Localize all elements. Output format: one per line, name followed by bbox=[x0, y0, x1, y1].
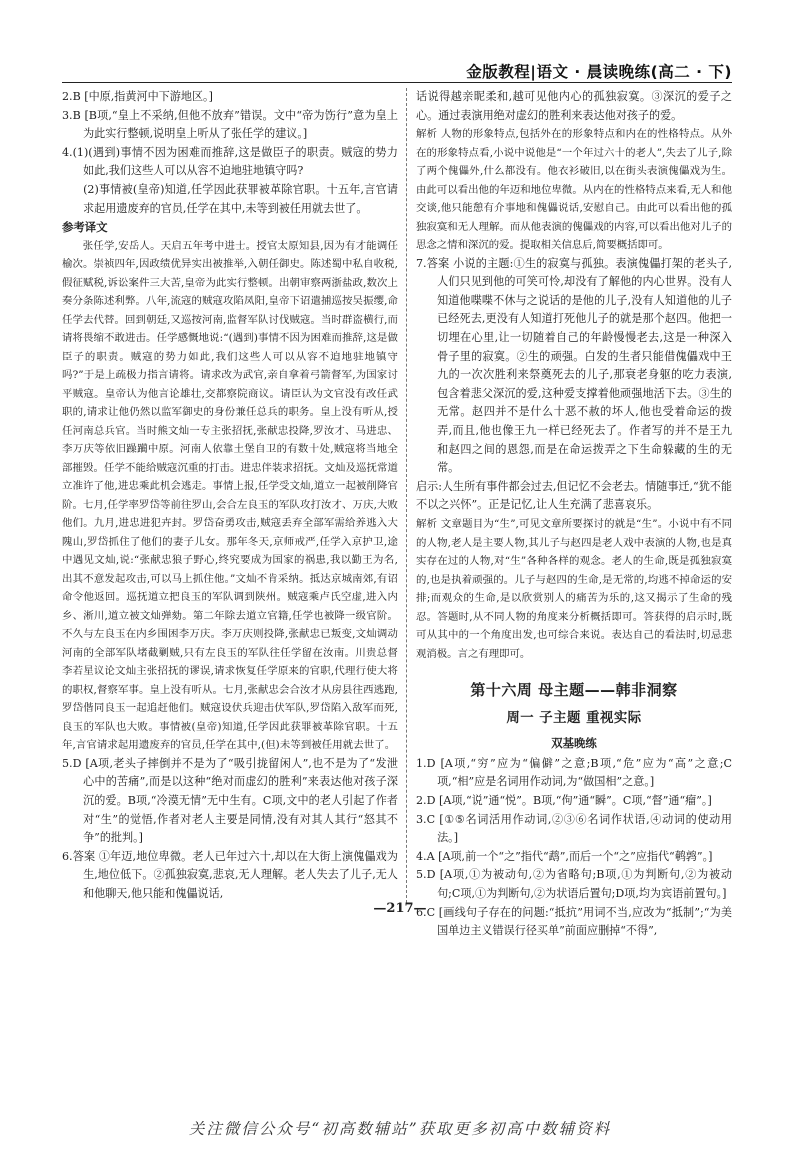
analysis-6: 解析 人物的形象特点,包括外在的形象特点和内在的性格特点。从外在的形象特点看,小说中说他是“一个年过六十的老人”,失去了儿子,除了两个傀儡外,什么都没有。他衣衫破旧,以在街头表演傀儡戏为生。由此可以看出他的年迈和地位卑微。从内在的性格特点来看,无人和他交谈,他只能憩有介事地和傀儡说话,安慰自己。由此可以看出他的孤独寂寞和无人理解。而从他表演的傀儡戏的内容,可以看出他对儿子的思念之情和深沉的爱。提取相关信息后,简要概括即可。 bbox=[416, 128, 732, 252]
reference-translation-text: 张任学,安岳人。天启五年考中进士。授官太原知县,因为有才能调任榆次。崇祯四年,因政绩优异实出被推举,入朝任御史。陈述蜀中私自收税,假征赋税,诉讼案件三大苦,皇帝为此实行整顿。出朝审察两浙盐政,数次上奏分条陈述利弊。八年,流寇的贼寇攻陷凤阳,皇帝下诏遣捕巡按吴振缨,命任学去代替。回到朝廷,又巡按河南,监督军队讨伐贼寇。当时群盗横行,而请将畏缩不敢进击。任学感慨地说:“(遇到)事情不因为困难而推辞,这是做臣子的职责。贼寇的势力如此,我们这些人可以从容不迫地驻地镇守吗?”于是上疏极力指言请将。请求改为武官,亲自拿着弓箭督军,为国家讨平贼寇。皇帝认为他言论雄壮,交都察院商议。请臣认为文官没有改任武职的,请求让他仍然以监军御史的身份兼任总兵的职务。皇上没有听从,授任河南总兵官。当时熊文灿一专主张招抚,张献忠投降,罗汝才、马进忠、李万庆等依旧躁躏中原。河南人依靠土堡自卫的有数十处,贼寇将当地全部摧毁。任学不能给贼寇沉重的打击。进忠伴装求招抚。文灿及巡抚常道立准许了他,进忠乘此机会逃走。事情上报,任学受文灿,道立一起被削降官阶。七月,任学率罗岱等前往罗山,会合左良玉的军队攻打汝才、万庆,大败他们。九月,进忠进犯卉封。罗岱奋勇攻击,贼寇丢弃全部军需给养逃入大隗山,罗岱抓住了他们的妻子儿女。那年冬天,京师戒严,任学入京护卫,途中遇见文灿,说:“张献忠狼子野心,终究要成为国家的祸患,我以勤王为名,出其不意发起攻击,可以马上抓住他。”文灿不肯采纳。抵达京城南郊,有诏命令他返回。巡抚道立把良玉的军队调到陕州。贼寇乘卢氏空虚,进入内乡、淅川,道立被文灿弹劾。第二年除去道立官籍,任学也被降一级官阶。不久与左良玉在内乡围困李万庆。李万庆则投降,张献忠已叛变,文灿调动河南的全部军队堵截剿贼,只有左良玉的军队往任学留在汝南。川贵总督李若星议论文灿主张招抚的谬误,请求恢复任学原来的官职,代理行使大将的职权,督察军事。皇上没有听从。七月,张献忠会合汝才从房县往西逃跑,罗岱偕同良玉一起追赶他们。贼寇设伏兵迎击伏军队,罗岱陷入敌军而死,良玉的军队也大败。事情被(皇帝)知道,任学因此获罪被革除官职。十五年,言官请求起用遗废弃的官员,任学在其中,(但)未等到被任用就去世了。 bbox=[62, 239, 398, 752]
analysis-7: 解析 文章题目为“生”,可见文章所要探讨的就是“生”。小说中有不同的人物,老人是主要人物,其儿子与赵四是老人戏中表演的人物,也是真实存在过的人物,对“生”各种各样的观念。老人的生命,既是孤独寂寞的,也是执着顽强的。儿子与赵四的生命,是无常的,均逃不掉命运的安排;而观众的生命,是以欣赏别人的痛苦为乐的,这又揭示了生命的残忍。答题时,从不同人物的角度来分析概括即可。答获得的启示时,既可从其中的一个角度出发,也可综合来说。表达自己的看法时,切忌悲观消极。言之有理即可。 bbox=[416, 518, 732, 660]
reference-translation-heading: 参考译文 bbox=[62, 220, 108, 235]
week-title: 第十六周 母主题——韩非洞察 bbox=[470, 681, 678, 699]
question-6-answer: 6.C [画线句子存在的问题:“抵抗”用词不当,应改为“抵制”;“为美国单边主义错误行径买单”前面应删掉“不得”, bbox=[416, 905, 732, 938]
page-number: —217— bbox=[373, 901, 427, 916]
day-title: 周一 子主题 重视实际 bbox=[506, 710, 642, 726]
question-4-answer: 4.A [A项,前一个“之”指代“鹉”,而后一个“之”应指代“鹌鹑”。] bbox=[416, 849, 713, 863]
right-column bbox=[416, 88, 732, 941]
answer-7: 7.答案 小说的主题:①生的寂寞与孤独。表演傀儡打架的老头子,人们只见到他的可笑可怜,却没有了解他的内心世界。没有人知道他喋喋不休与之说话的是他的儿子,没有人知道他的儿子已经死去,更没有人知道打死他儿子的就是那个赵四。他把一切埋在心里,让一切随着自己的年龄慢慢老去,这是一种深入骨子里的寂寞。②生的顽强。白发的生者只能借傀儡戏中王九的一次次胜利来祭奠死去的儿子,那衰老身躯的吃力表演,包含着悲父深沉的爱,这种爱支撑着他顽强地活下去。③生的无常。赵四并不是什么十恶不赦的坏人,他也受着命运的拨弄,而且,他也像王九一样已经死去了。作者写的并不是王九和赵四之间的恩怨,而是在命运拨弄之下生命躲藏的生的无常。 bbox=[416, 256, 732, 475]
answer-4-part2: (2)事情被(皇帝)知道,任学因此获罪被革除官职。十五年,言官请求起用遗废弃的官员,任学在其中,未等到被任用就去世了。 bbox=[83, 182, 398, 215]
question-1-answer: 1.D [A项,“穷”应为“偏僻”之意;B项,“危”应为“高”之意;C项,“相”应是名词用作动词,为“做国相”之意。] bbox=[416, 756, 732, 789]
answer-7-insight: 启示:人生所有事件都会过去,但记忆不会老去。情随事迁,“犹不能不以之兴怀”。正是记忆,让人生充满了悲喜哀乐。 bbox=[416, 479, 732, 512]
question-3-answer: 3.C [①⑤名词活用作动词,②③⑥名词作状语,④动词的使动用法。] bbox=[416, 812, 732, 845]
answer-3: 3.B [B项,“皇上不采纳,但他不放弃”错误。文中“帝为饬行”意为皇上为此实行整顿,说明皇上听从了张任学的建议。] bbox=[62, 108, 398, 141]
answer-6: 6.答案 ①年迈,地位卑微。老人已年过六十,却以在大街上演傀儡戏为生,地位低下。②孤独寂寞,悲哀,无人理解。老人失去了儿子,无人和他聊天,他只能和傀儡说话, bbox=[62, 849, 398, 900]
answer-6-continued: 话说得越亲昵柔和,越可见他内心的孤独寂寞。③深沉的爱子之心。通过表演用绝对虚幻的胜利来表达他对孩子的爱。 bbox=[416, 90, 732, 122]
answer-4-part1: 4.(1)(遇到)事情不因为困难而推辞,这是做臣子的职责。贼寇的势力如此,我们这些人可以从容不迫地驻地镇守吗? bbox=[62, 145, 398, 178]
header-rule bbox=[62, 82, 732, 83]
answer-5: 5.D [A项,老头子摔倒并不是为了“吸引拢留闲人”,也不是为了“发泄心中的苦痛”,而是以这种“绝对而虚幻的胜利”来表达他对孩子深沉的爱。B项,“冷漠无情”无中生有。C项,文中的老人引起了作者对“生”的觉悟,作者对老人主要是同情,没有对其人其行“怒其不争”的批判。] bbox=[62, 756, 398, 845]
answer-2: 2.B [中原,指黄河中下游地区。] bbox=[62, 90, 213, 103]
page-header-title: 金版教程|语文 · 晨读晚练(高二 · 下) bbox=[466, 63, 732, 81]
question-5-answer: 5.D [A项,①为被动句,②为省略句;B项,①为判断句,②为被动句;C项,①为判断句,②为状语后置句;D项,均为宾语前置句。] bbox=[416, 868, 732, 900]
footer-note: 关注微信公众号“初高数辅站”获取更多初高中数辅资料 bbox=[188, 1120, 612, 1138]
column-divider bbox=[406, 88, 407, 903]
question-2-answer: 2.D [A项,“说”通“悦”。B项,“佝”通“瞬”。C项,“督”通“瘤”。] bbox=[416, 793, 712, 807]
left-column bbox=[62, 88, 398, 904]
section-title: 双基晚练 bbox=[551, 736, 597, 751]
